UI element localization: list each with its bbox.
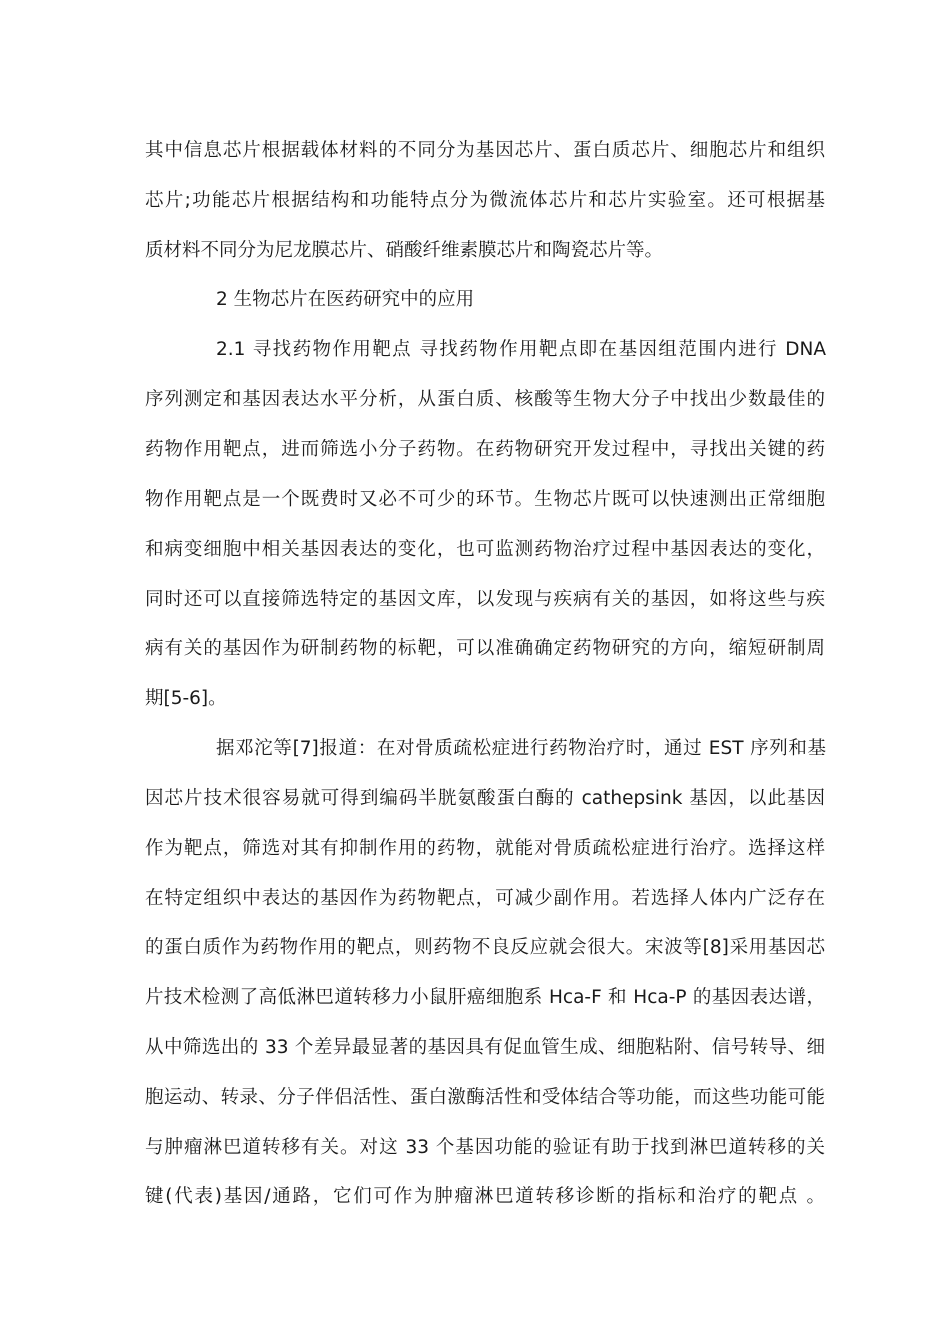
paragraph-line: 的蛋白质作为药物作用的靶点，则药物不良反应就会很大。宋波等[8]采用基因芯 — [145, 937, 825, 958]
paragraph-line: 其中信息芯片根据载体材料的不同分为基因芯片、蛋白质芯片、细胞芯片和组织 — [145, 140, 825, 161]
paragraph-line: 片技术检测了高低淋巴道转移力小鼠肝癌细胞系 Hca-F 和 Hca-P 的基因表达谱， — [145, 987, 825, 1008]
paragraph-line: 病有关的基因作为研制药物的标靶，可以准确确定药物研究的方向，缩短研制周 — [145, 638, 825, 659]
paragraph-line: 质材料不同分为尼龙膜芯片、硝酸纤维素膜芯片和陶瓷芯片等。 — [145, 240, 664, 261]
paragraph-line: 作为靶点，筛选对其有抑制作用的药物，就能对骨质疏松症进行治疗。选择这样 — [145, 838, 825, 859]
paragraph-line: 因芯片技术很容易就可得到编码半胱氨酸蛋白酶的 cathepsink 基因，以此基因 — [145, 788, 825, 809]
paragraph-line: 从中筛选出的 33 个差异最显著的基因具有促血管生成、细胞粘附、信号转导、细 — [145, 1037, 825, 1058]
paragraph-line: 键(代表)基因/通路，它们可作为肿瘤淋巴道转移诊断的指标和治疗的靶点 。 — [145, 1186, 825, 1207]
paragraph-line: 期[5-6]。 — [145, 688, 227, 709]
paragraph-line: 和病变细胞中相关基因表达的变化，也可监测药物治疗过程中基因表达的变化， — [145, 539, 825, 560]
subsection-heading-line: 2.1 寻找药物作用靶点 寻找药物作用靶点即在基因组范围内进行 DNA — [216, 339, 826, 360]
paragraph-line: 在特定组织中表达的基因作为药物靶点，可减少副作用。若选择人体内广泛存在 — [145, 888, 825, 909]
section-heading: 2 生物芯片在医药研究中的应用 — [216, 289, 475, 310]
paragraph-line: 序列测定和基因表达水平分析，从蛋白质、核酸等生物大分子中找出少数最佳的 — [145, 389, 825, 410]
paragraph-line: 据邓沱等[7]报道：在对骨质疏松症进行药物治疗时，通过 EST 序列和基 — [216, 738, 826, 759]
paragraph-line: 与肿瘤淋巴道转移有关。对这 33 个基因功能的验证有助于找到淋巴道转移的关 — [145, 1137, 825, 1158]
paragraph-line: 胞运动、转录、分子伴侣活性、蛋白激酶活性和受体结合等功能，而这些功能可能 — [145, 1087, 825, 1108]
paragraph-line: 药物作用靶点，进而筛选小分子药物。在药物研究开发过程中，寻找出关键的药 — [145, 439, 825, 460]
paragraph-line: 芯片;功能芯片根据结构和功能特点分为微流体芯片和芯片实验室。还可根据基 — [145, 190, 825, 211]
paragraph-line: 物作用靶点是一个既费时又必不可少的环节。生物芯片既可以快速测出正常细胞 — [145, 489, 825, 510]
paragraph-line: 同时还可以直接筛选特定的基因文库，以发现与疾病有关的基因，如将这些与疾 — [145, 589, 825, 610]
